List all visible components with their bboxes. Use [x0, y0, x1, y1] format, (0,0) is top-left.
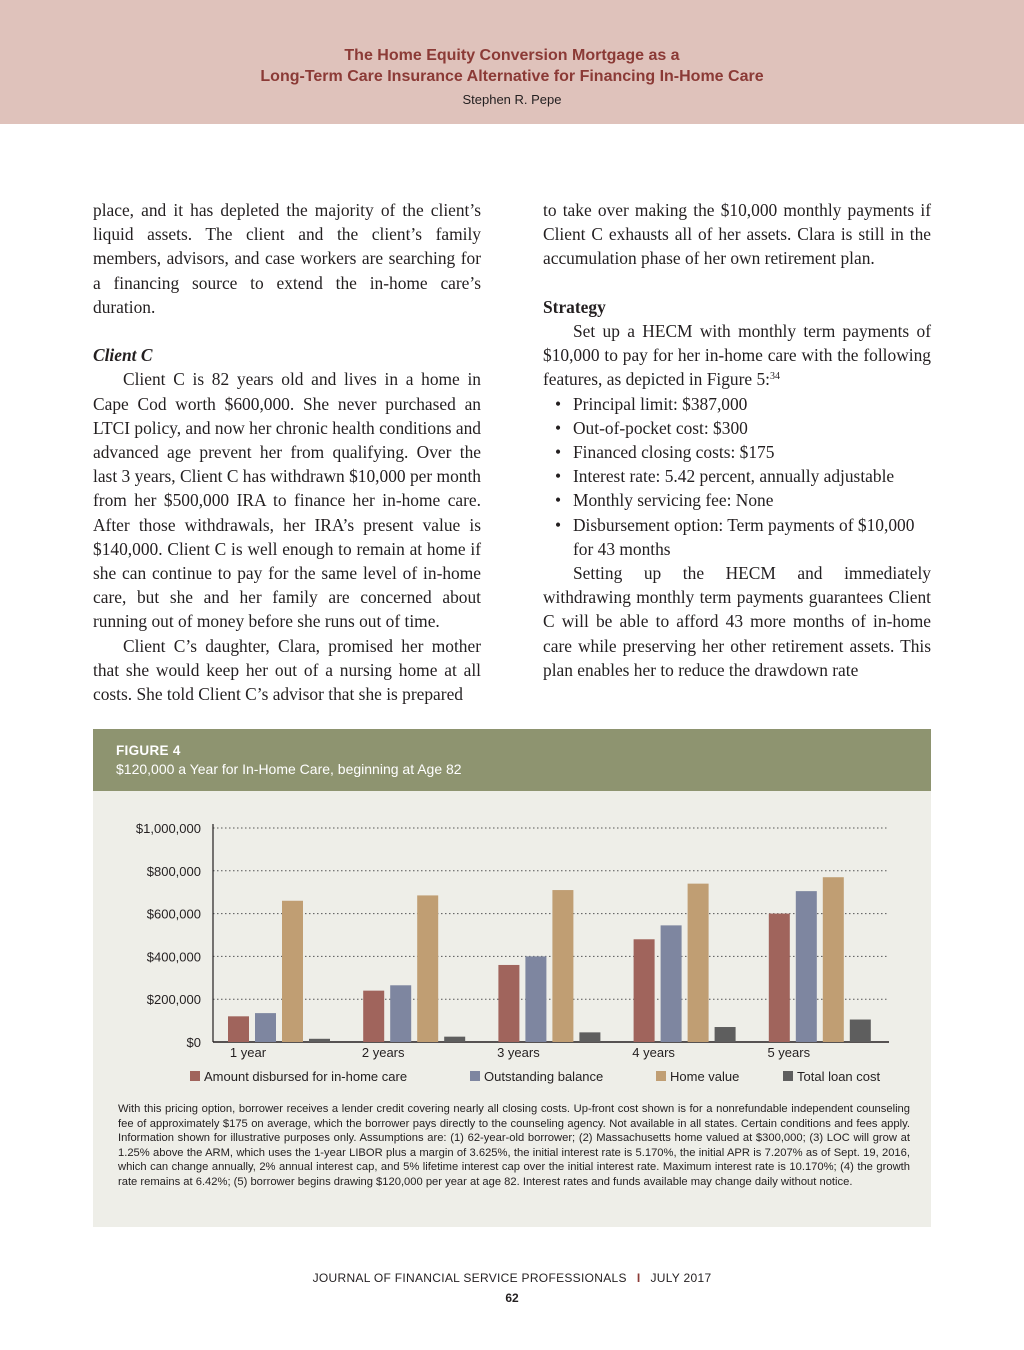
figure-note: With this pricing option, borrower receives a lender credit covering nearly all closing costs. Up-front cost shown is for a nonrefundable independent counseling fee of approximately $175 on average, which the borrower pays directly to the counseling agency. Not available in all states. Certain conditions and fees apply. Information shown for illustrative purposes only. Assumptions are: (1) 62-year-old borrower; (2) Massachusetts home valued at $300,000; (3) LOC will grow at 1.25% above the ARM, which uses the 1-year LIBOR plus a margin of 3.625%, the initial interest rate is 5.170%, the initial APR is 7.207% as of Sept. 19, 2016, which can change annually, 2% annual interest cap, and 5% lifetime interest cap over the initial interest rate. Maximum interest rate is 10.170%; (4) the growth rate remains at 6.42%; (5) borrower begins drawing $120,000 per year at age 82. Interest rates and funds available may change daily without notice. — [118, 1103, 910, 1188]
list-item-text: Principal limit: $387,000 — [573, 393, 748, 414]
bar-home-value — [688, 884, 709, 1042]
y-tick-label: $800,000 — [146, 863, 201, 879]
bar-chart — [93, 791, 931, 1097]
legend-swatch — [656, 1071, 666, 1081]
list-item — [543, 464, 931, 488]
bar-outstanding-balance — [255, 1013, 276, 1042]
bar-total-loan-cost — [579, 1032, 600, 1042]
article-title-line-1: The Home Equity Conversion Mortgage as a — [344, 47, 680, 64]
paragraph: place, and it has depleted the majority of the client’s liquid assets. The client and the client’s family members, advisors, and case workers are searching for a financing source to extend the in-home care’s duration. — [93, 200, 481, 317]
list-item — [543, 488, 931, 512]
x-tick-label: 3 years — [497, 1045, 540, 1060]
bar-amount-disbursed-for-in-home-care — [228, 1016, 249, 1042]
list-item-text: Financed closing costs: $175 — [573, 442, 775, 463]
y-tick-label: $200,000 — [146, 992, 201, 1008]
bullet: • — [555, 514, 562, 535]
paragraph: Setting up the HECM and immediately withdrawing monthly term payments guarantees Client C will be able to afford 43 more months of in-home care while preserving her other retirement assets. This plan enables her to reduce the drawdown rate — [543, 563, 931, 680]
article-author: Stephen R. Pepe — [462, 92, 562, 107]
bullet: • — [555, 393, 562, 414]
bar-outstanding-balance — [390, 985, 411, 1042]
legend-swatch — [470, 1071, 480, 1081]
footer-separator: I — [636, 1271, 641, 1285]
x-tick-label: 5 years — [767, 1045, 811, 1060]
legend-swatch — [783, 1071, 793, 1081]
list-item-text: Disbursement option: Term payments of $10,000 for 43 months — [573, 514, 915, 559]
list-item — [543, 416, 931, 440]
bar-home-value — [552, 890, 573, 1042]
issue-date: JULY 2017 — [650, 1271, 712, 1285]
figure-header — [93, 729, 931, 791]
figure-caption: $120,000 a Year for In-Home Care, beginning at Age 82 — [116, 761, 462, 777]
legend-swatch — [190, 1071, 200, 1081]
bar-total-loan-cost — [309, 1039, 330, 1042]
footnote-marker: 34 — [769, 371, 780, 383]
bar-amount-disbursed-for-in-home-care — [634, 939, 655, 1042]
bullet: • — [555, 490, 562, 511]
page-footer — [0, 1271, 1024, 1285]
section-subhead-client-c: Client C — [93, 345, 153, 366]
bar-home-value — [823, 877, 844, 1042]
bullet: • — [555, 442, 562, 463]
left-text-column — [93, 198, 481, 706]
list-item-text: Monthly servicing fee: None — [573, 490, 774, 511]
bar-total-loan-cost — [444, 1037, 465, 1042]
bar-home-value — [417, 895, 438, 1042]
list-item — [543, 513, 931, 561]
paragraph: to take over making the $10,000 monthly payments if Client C exhausts all of her assets. Clara is still in the accumulation phase of her own retirement plan. — [543, 200, 931, 269]
section-subhead-strategy: Strategy — [543, 296, 606, 317]
paragraph: Client C is 82 years old and lives in a home in Cape Cod worth $600,000. She never purchased an LTCI policy, and now her chronic health conditions and advanced age prevent her from qualifying. Over the last 3 years, Client C has withdrawn $10,000 per month from her $500,000 IRA to finance her in-home care. After those withdrawals, her IRA’s present value is $140,000. Client C is well enough to remain at home if she can continue to pay for the same level of in-home care, but she and her family are concerned about running out of money before she runs out of time. — [93, 369, 481, 632]
paragraph: Client C’s daughter, Clara, promised her mother that she would keep her out of a nursing home at all costs. She told Client C’s advisor that she is prepared — [93, 635, 481, 705]
bar-home-value — [282, 901, 303, 1042]
x-tick-label: 4 years — [632, 1045, 675, 1060]
bullet: • — [555, 417, 562, 438]
list-item-text: Out-of-pocket cost: $300 — [573, 417, 748, 438]
paragraph — [543, 319, 931, 392]
article-title-line-2: Long-Term Care Insurance Alternative for Financing In-Home Care — [260, 68, 764, 85]
bar-amount-disbursed-for-in-home-care — [498, 965, 519, 1042]
bar-total-loan-cost — [850, 1020, 871, 1042]
x-tick-label: 2 years — [361, 1045, 405, 1060]
right-text-column — [543, 198, 931, 682]
list-item — [543, 440, 931, 464]
list-item — [543, 392, 931, 416]
legend-label: Total loan cost — [797, 1069, 881, 1084]
bar-outstanding-balance — [796, 891, 817, 1042]
journal-name: JOURNAL OF FINANCIAL SERVICE PROFESSIONALS — [312, 1271, 627, 1285]
legend-label: Amount disbursed for in-home care — [204, 1069, 408, 1084]
legend-label: Home value — [670, 1069, 740, 1084]
legend-label: Outstanding balance — [484, 1069, 604, 1084]
y-tick-label: $600,000 — [146, 906, 201, 922]
list-item-text: Interest rate: 5.42 percent, annually adjustable — [573, 466, 895, 487]
y-tick-label: $1,000,000 — [135, 821, 201, 836]
bar-amount-disbursed-for-in-home-care — [363, 991, 384, 1042]
running-header — [0, 0, 1024, 124]
bar-outstanding-balance — [661, 925, 682, 1042]
bar-total-loan-cost — [715, 1027, 736, 1042]
figure-label: FIGURE 4 — [116, 743, 181, 758]
bar-amount-disbursed-for-in-home-care — [769, 914, 790, 1042]
feature-list — [543, 392, 931, 561]
y-tick-label: $0 — [186, 1035, 201, 1050]
bar-outstanding-balance — [525, 956, 546, 1042]
figure-4 — [93, 729, 931, 1227]
x-tick-label: 1 year — [229, 1045, 267, 1060]
y-tick-label: $400,000 — [146, 949, 201, 965]
paragraph-text: Set up a HECM with monthly term payments of $10,000 to pay for her in-home care with the following features, as depicted in Figure 5: — [543, 321, 931, 390]
page-number: 62 — [505, 1291, 519, 1305]
bullet: • — [555, 466, 562, 487]
